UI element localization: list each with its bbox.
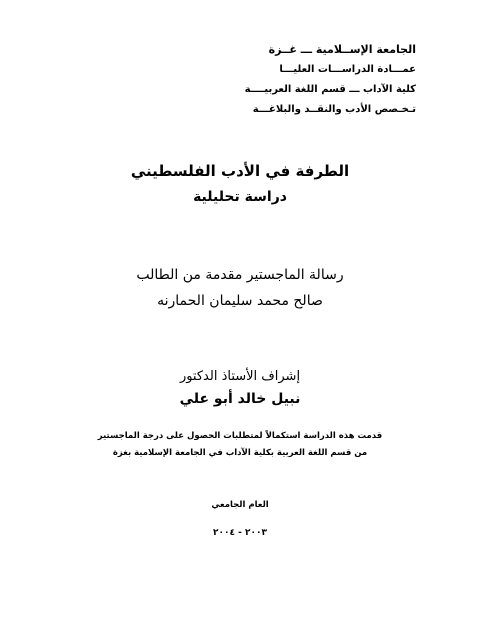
academic-year-value: ٢٠٠٣ - ٢٠٠٤: [213, 528, 267, 538]
submission-note-line-1: قدمت هذه الدراسة استكمالاً لمتطلبات الحصول على درجة الماجستير: [97, 431, 383, 441]
thesis-title: الطرفة في الأدب الفلسطيني: [130, 162, 350, 180]
student-block: [0, 262, 480, 314]
university-name: الجامعة الإســلامية ـــ غــزة: [268, 43, 416, 56]
supervisor-label: إشراف الأستاذ الدكتور: [179, 369, 301, 384]
thesis-title-block: [0, 158, 480, 210]
academic-year-label: العام الجامعي: [211, 500, 269, 510]
student-intro: رسالة الماجستير مقدمة من الطالب: [136, 267, 344, 283]
student-name: صالح محمد سليمان الحمارنه: [157, 293, 323, 309]
submission-note: [0, 428, 480, 462]
institution-header: [156, 40, 416, 120]
specialization: تـخـصص الأدب والنقــد والبلاغـــة: [252, 104, 416, 115]
submission-note-line-2: من قسم اللغة العربية بكلية الآداب في الجامعة الإسلامية بغزة: [112, 448, 368, 458]
graduate-studies-deanship: عمـــادة الدراســـات العليـــا: [279, 64, 416, 75]
supervisor-block: [0, 366, 480, 410]
supervisor-name: نبيل خالد أبو علي: [179, 391, 301, 407]
faculty-department: كلية الآداب ـــ قسم اللغة العربيــــة: [244, 84, 416, 95]
thesis-subtitle: دراسة تحليلية: [193, 189, 287, 205]
academic-year-block: [0, 496, 480, 542]
